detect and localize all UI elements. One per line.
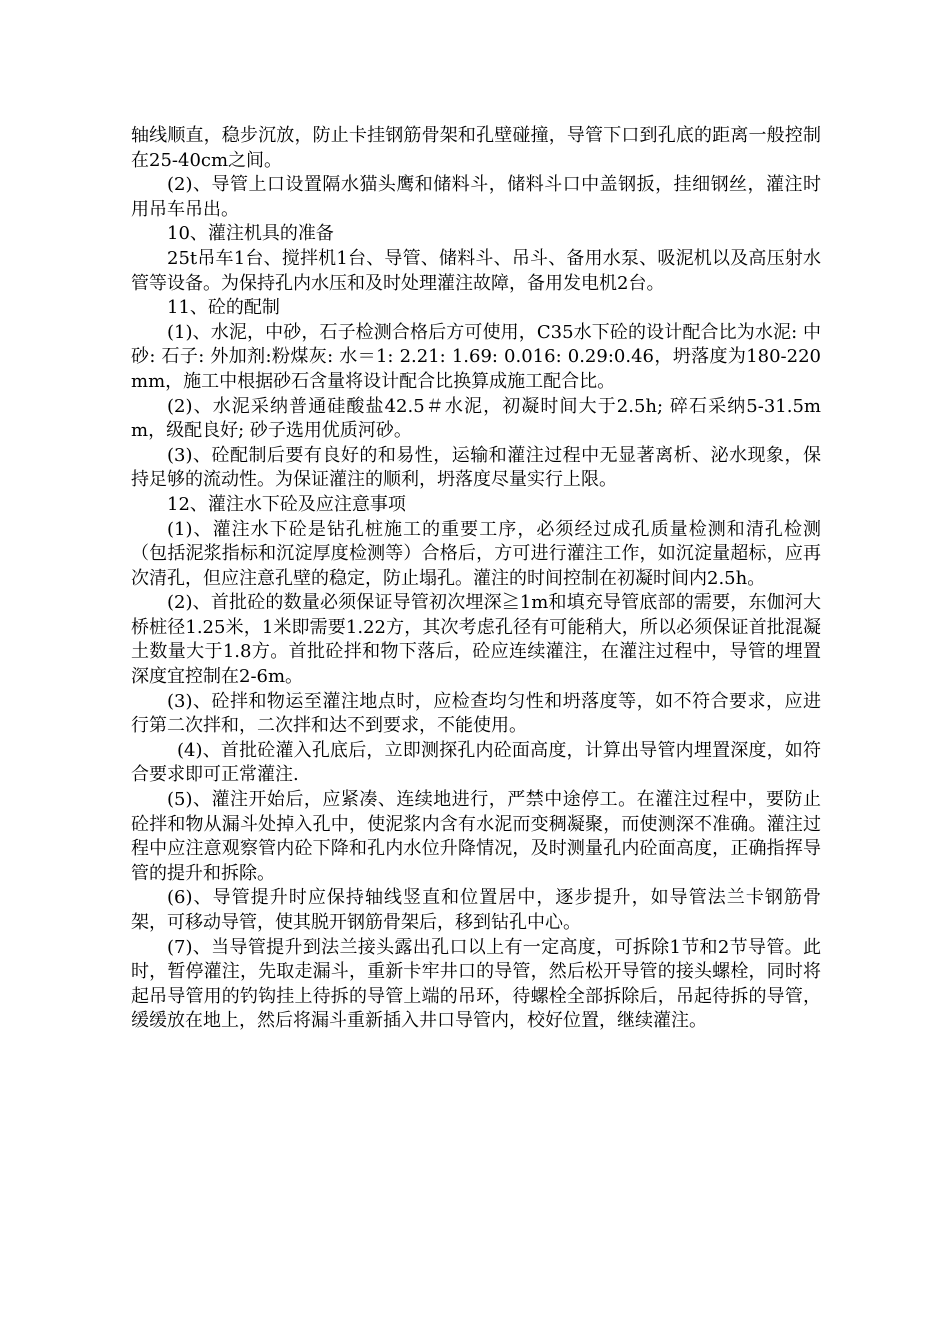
paragraph-continuation: 轴线顺直，稳步沉放，防止卡挂钢筋骨架和孔壁碰撞，导管下口到孔底的距离一般控制在25-40cm之间。 <box>131 125 821 171</box>
paragraph-mix-2: (2)、水泥采纳普通硅酸盐42.5＃水泥，初凝时间大于2.5h; 碎石采纳5-31.5mm，级配良好; 砂子选用优质河砂。 <box>131 395 821 442</box>
paragraph-pour-7: (7)、当导管提升到法兰接头露出孔口以上有一定高度，可拆除1节和2节导管。此时，暂停灌注，先取走漏斗，重新卡牢井口的导管，然后松开导管的接头螺栓，同时将起吊导管用的钓钩挂上待拆的导管上端的吊环，待螺栓全部拆除后，吊起待拆的导管，缓缓放在地上，然后将漏斗重新插入井口导管内，校好位置，继续灌注。 <box>131 936 821 1032</box>
section-heading-10: 10、灌注机具的准备 <box>167 223 334 245</box>
section-heading-11: 11、砼的配制 <box>167 297 280 319</box>
paragraph-item-2-conduit-top: (2)、导管上口设置隔水猫头鹰和储料斗，储料斗口中盖钢扳，挂细钢丝，灌注时用吊车吊出。 <box>131 174 821 220</box>
paragraph-mix-3: (3)、砼配制后要有良好的和易性，运输和灌注过程中无显著离析、泌水现象，保持足够的流动性。为保证灌注的顺利，坍落度尽量实行上限。 <box>131 444 821 491</box>
paragraph-pour-6: (6)、导管提升时应保持轴线竖直和位置居中，逐步提升，如导管法兰卡钢筋骨架，可移动导管，使其脱开钢筋骨架后，移到钻孔中心。 <box>131 887 821 933</box>
paragraph-pour-1: (1)、灌注水下砼是钻孔桩施工的重要工序，必须经过成孔质量检测和清孔检测（包括泥浆指标和沉淀厚度检测等）合格后，方可进行灌注工作，如沉淀量超标，应再次清孔，但应注意孔壁的稳定，防止塌孔。灌注的时间控制在初凝时间内2.5h。 <box>131 518 821 589</box>
paragraph-pour-3: (3)、砼拌和物运至灌注地点时，应检查均匀性和坍落度等，如不符合要求，应进行第二次拌和，二次拌和达不到要求，不能使用。 <box>131 690 821 737</box>
paragraph-pour-5: (5)、灌注开始后，应紧凑、连续地进行，严禁中途停工。在灌注过程中，要防止砼拌和物从漏斗处掉入孔中，使泥浆内含有水泥而变稠凝聚，而使测深不准确。灌注过程中应注意观察管内砼下降和孔内水位升降情况，及时测量孔内砼面高度，正确指挥导管的提升和拆除。 <box>131 789 821 884</box>
paragraph-pour-4: (4)、首批砼灌入孔底后，立即测探孔内砼面高度，计算出导管内埋置深度，如符合要求即可正常灌注. <box>131 739 821 786</box>
paragraph-mix-1: (1)、水泥，中砂，石子检测合格后方可使用，C35水下砼的设计配合比为水泥: 中砂: 石子: 外加剂:粉煤灰: 水＝1: 2.21: 1.69: 0.016: 0.29:0.46，坍落度为180-220mm，施工中根据砂石含量将设计配合比换算成施工配合比。 <box>131 321 821 392</box>
paragraph-equipment: 25t吊车1台、搅拌机1台、导管、储料斗、吊斗、备用水泵、吸泥机以及高压射水管等设备。为保持孔内水压和及时处理灌注故障，备用发电机2台。 <box>131 247 821 294</box>
section-heading-12: 12、灌注水下砼及应注意事项 <box>167 493 406 515</box>
document-body <box>131 124 821 1034</box>
paragraph-pour-2: (2)、首批砼的数量必须保证导管初次埋深≧1m和填充导管底部的需要，东伽河大桥桩径1.25米，1米即需要1.22方，其次考虑孔径有可能稍大，所以必须保证首批混凝土数量大于1.8方。首批砼拌和物下落后，砼应连续灌注，在灌注过程中，导管的埋置深度宜控制在2-6m。 <box>131 592 821 688</box>
